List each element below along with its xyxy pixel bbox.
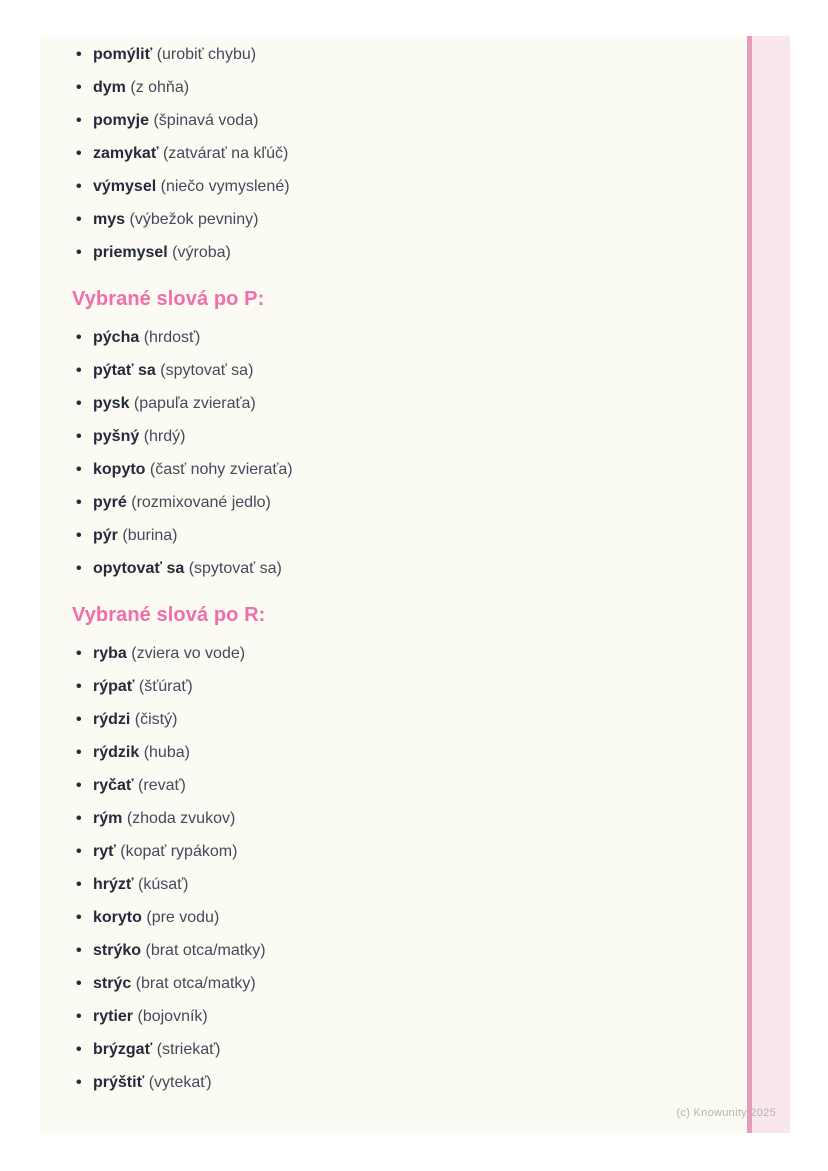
term-text: hrýzť [93, 876, 134, 893]
definition-text: (hrdosť) [143, 329, 201, 346]
list-item [72, 643, 730, 664]
definition-text: (vytekať) [148, 1074, 212, 1091]
list-item [72, 676, 730, 697]
list-item [72, 426, 730, 447]
definition-text: (zatvárať na kľúč) [162, 145, 289, 162]
term-text: mys [93, 211, 126, 228]
term-text: ryť [93, 843, 116, 860]
list-item [72, 110, 730, 131]
term-text: strýc [93, 975, 132, 992]
term-text: pysk [93, 395, 130, 412]
list-item [72, 143, 730, 164]
term-text: ryčať [93, 777, 134, 794]
definition-text: (spytovať sa) [188, 560, 282, 577]
document-content [72, 44, 730, 1105]
term-text: kopyto [93, 461, 146, 478]
list-item [72, 709, 730, 730]
definition-text: (špinavá voda) [153, 112, 259, 129]
term-text: výmysel [93, 178, 157, 195]
definition-text: (brat otca/matky) [145, 942, 266, 959]
right-accent-stripe [747, 36, 790, 1133]
list-item [72, 209, 730, 230]
list-item [72, 973, 730, 994]
definition-text: (spytovať sa) [160, 362, 254, 379]
term-text: rým [93, 810, 123, 827]
list-item [72, 558, 730, 579]
list-item [72, 841, 730, 862]
section-heading: Vybrané slová po P: [72, 288, 265, 310]
definition-text: (brat otca/matky) [135, 975, 256, 992]
list-item [72, 775, 730, 796]
definition-text: (huba) [143, 744, 190, 761]
definition-text: (zhoda zvukov) [126, 810, 236, 827]
term-text: priemysel [93, 244, 168, 261]
definition-text: (výbežok pevniny) [129, 211, 259, 228]
term-text: pomýliť [93, 46, 153, 63]
term-text: rýdzi [93, 711, 131, 728]
term-text: prýštiť [93, 1074, 145, 1091]
definition-text: (šťúrať) [138, 678, 193, 695]
term-text: pyré [93, 494, 127, 511]
term-text: pýr [93, 527, 118, 544]
list-item [72, 360, 730, 381]
list-item [72, 242, 730, 263]
definition-text: (z ohňa) [130, 79, 190, 96]
copyright-watermark: (c) Knowunity 2025 [676, 1107, 776, 1119]
term-text: rýdzik [93, 744, 140, 761]
definition-text: (zviera vo vode) [131, 645, 246, 662]
definition-text: (burina) [122, 527, 178, 544]
content-card [40, 36, 790, 1133]
term-text: rytier [93, 1008, 134, 1025]
list-item [72, 393, 730, 414]
list-item [72, 907, 730, 928]
term-text: ryba [93, 645, 127, 662]
list-item [72, 808, 730, 829]
definition-text: (kúsať) [138, 876, 189, 893]
list-item [72, 176, 730, 197]
list-item [72, 492, 730, 513]
definition-text: (výroba) [172, 244, 231, 261]
term-text: pomyje [93, 112, 150, 129]
list-item [72, 874, 730, 895]
list-item [72, 77, 730, 98]
list-item [72, 44, 730, 65]
definition-text: (pre vodu) [146, 909, 220, 926]
definition-text: (hrdý) [143, 428, 186, 445]
definition-text: (revať) [138, 777, 186, 794]
list-item [72, 459, 730, 480]
section-heading: Vybrané slová po R: [72, 604, 266, 626]
term-text: brýzgať [93, 1041, 153, 1058]
term-text: pyšný [93, 428, 140, 445]
definition-text: (rozmixované jedlo) [131, 494, 271, 511]
term-text: rýpať [93, 678, 135, 695]
list-item [72, 742, 730, 763]
definition-text: (kopať rypákom) [120, 843, 238, 860]
definition-text: (papuľa zvieraťa) [133, 395, 256, 412]
term-text: koryto [93, 909, 142, 926]
definition-text: (čistý) [134, 711, 178, 728]
term-text: dym [93, 79, 126, 96]
definition-text: (bojovník) [137, 1008, 208, 1025]
list-item [72, 940, 730, 961]
definition-text: (niečo vymyslené) [160, 178, 290, 195]
word-list [72, 643, 730, 1093]
list-item [72, 525, 730, 546]
list-item [72, 1006, 730, 1027]
term-text: opytovať sa [93, 560, 185, 577]
word-list [72, 327, 730, 579]
term-text: pýtať sa [93, 362, 156, 379]
definition-text: (urobiť chybu) [156, 46, 257, 63]
term-text: strýko [93, 942, 142, 959]
definition-text: (časť nohy zvieraťa) [149, 461, 293, 478]
list-item [72, 1072, 730, 1093]
definition-text: (striekať) [156, 1041, 221, 1058]
word-list [72, 44, 730, 263]
term-text: pýcha [93, 329, 140, 346]
term-text: zamykať [93, 145, 159, 162]
list-item [72, 1039, 730, 1060]
list-item [72, 327, 730, 348]
